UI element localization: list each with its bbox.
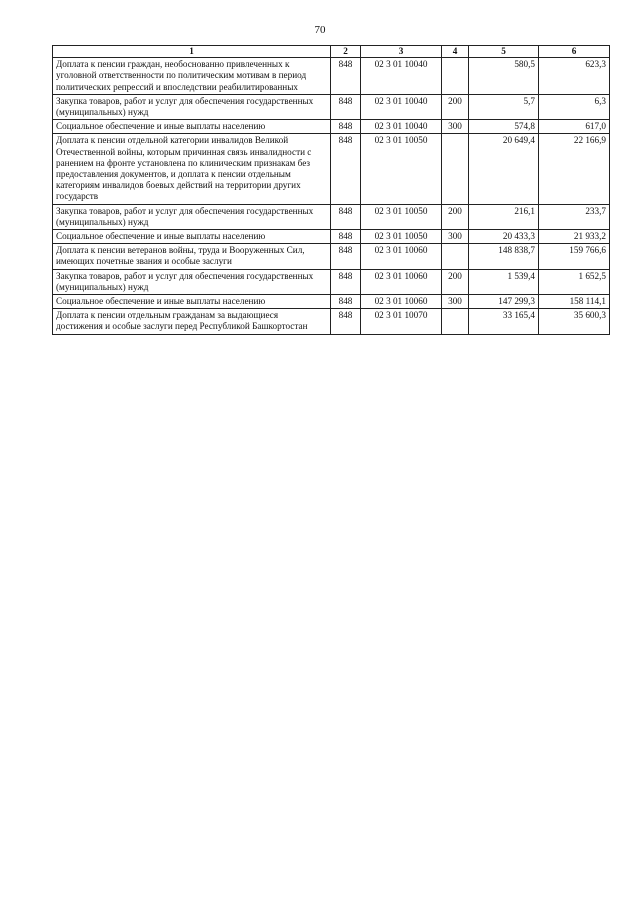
ministry-code-cell: 848	[331, 134, 361, 204]
ministry-code-cell: 848	[331, 204, 361, 229]
column-header: 6	[539, 46, 610, 58]
amount-year2-cell: 623,3	[539, 58, 610, 95]
amount-year2-cell: 35 600,3	[539, 309, 610, 334]
row-name-cell: Закупка товаров, работ и услуг для обеспечения государственных (муниципальных) нужд	[53, 269, 331, 294]
table-row	[53, 94, 610, 119]
amount-year1-cell: 148 838,7	[469, 244, 539, 269]
amount-year2-cell: 159 766,6	[539, 244, 610, 269]
amount-year2-cell: 1 652,5	[539, 269, 610, 294]
amount-year1-cell: 20 433,3	[469, 230, 539, 244]
ministry-code-cell: 848	[331, 230, 361, 244]
article-code-cell: 02 3 01 10050	[361, 204, 442, 229]
expense-type-cell	[442, 134, 469, 204]
amount-year2-cell: 22 166,9	[539, 134, 610, 204]
article-code-cell: 02 3 01 10060	[361, 269, 442, 294]
table-row	[53, 309, 610, 334]
article-code-cell: 02 3 01 10070	[361, 309, 442, 334]
expense-type-cell: 300	[442, 230, 469, 244]
amount-year1-cell: 574,8	[469, 120, 539, 134]
budget-table	[52, 45, 610, 335]
column-header: 5	[469, 46, 539, 58]
page-number: 70	[314, 24, 326, 36]
amount-year1-cell: 20 649,4	[469, 134, 539, 204]
article-code-cell: 02 3 01 10040	[361, 58, 442, 95]
amount-year1-cell: 216,1	[469, 204, 539, 229]
table-row	[53, 295, 610, 309]
article-code-cell: 02 3 01 10040	[361, 94, 442, 119]
amount-year1-cell: 1 539,4	[469, 269, 539, 294]
table-row	[53, 58, 610, 95]
row-name-cell: Доплата к пенсии отдельным гражданам за выдающиеся достижения и особые заслуги перед Республикой Башкортостан	[53, 309, 331, 334]
row-name-cell: Доплата к пенсии отдельной категории инвалидов Великой Отечественной войны, которым причинная связь инвалидности с ранением на фронте установлена по клиническим признакам без предоставления документов, и доплата к пенсии отдельным категориям инвалидов боевых действий на территории других государств	[53, 134, 331, 204]
table-row	[53, 204, 610, 229]
amount-year1-cell: 147 299,3	[469, 295, 539, 309]
article-code-cell: 02 3 01 10050	[361, 230, 442, 244]
expense-type-cell: 200	[442, 269, 469, 294]
ministry-code-cell: 848	[331, 120, 361, 134]
ministry-code-cell: 848	[331, 309, 361, 334]
expense-type-cell: 200	[442, 94, 469, 119]
column-header: 4	[442, 46, 469, 58]
row-name-cell: Доплата к пенсии граждан, необоснованно привлеченных к уголовной ответственности по политическим мотивам в период политических репрессий и впоследствии реабилитированных	[53, 58, 331, 95]
expense-type-cell: 300	[442, 295, 469, 309]
table-header-row	[53, 46, 610, 58]
ministry-code-cell: 848	[331, 244, 361, 269]
article-code-cell: 02 3 01 10060	[361, 244, 442, 269]
table-row	[53, 120, 610, 134]
ministry-code-cell: 848	[331, 269, 361, 294]
expense-type-cell: 200	[442, 204, 469, 229]
table-row	[53, 230, 610, 244]
article-code-cell: 02 3 01 10060	[361, 295, 442, 309]
table-row	[53, 269, 610, 294]
column-header: 2	[331, 46, 361, 58]
ministry-code-cell: 848	[331, 58, 361, 95]
column-header: 1	[53, 46, 331, 58]
table-row	[53, 244, 610, 269]
row-name-cell: Закупка товаров, работ и услуг для обеспечения государственных (муниципальных) нужд	[53, 94, 331, 119]
amount-year1-cell: 580,5	[469, 58, 539, 95]
amount-year2-cell: 21 933,2	[539, 230, 610, 244]
article-code-cell: 02 3 01 10040	[361, 120, 442, 134]
expense-type-cell: 300	[442, 120, 469, 134]
amount-year2-cell: 6,3	[539, 94, 610, 119]
expense-type-cell	[442, 58, 469, 95]
amount-year1-cell: 33 165,4	[469, 309, 539, 334]
column-header: 3	[361, 46, 442, 58]
row-name-cell: Закупка товаров, работ и услуг для обеспечения государственных (муниципальных) нужд	[53, 204, 331, 229]
amount-year2-cell: 233,7	[539, 204, 610, 229]
amount-year2-cell: 158 114,1	[539, 295, 610, 309]
ministry-code-cell: 848	[331, 295, 361, 309]
table-row	[53, 134, 610, 204]
ministry-code-cell: 848	[331, 94, 361, 119]
row-name-cell: Социальное обеспечение и иные выплаты населению	[53, 120, 331, 134]
amount-year1-cell: 5,7	[469, 94, 539, 119]
row-name-cell: Доплата к пенсии ветеранов войны, труда и Вооруженных Сил, имеющих почетные звания и особые заслуги	[53, 244, 331, 269]
expense-type-cell	[442, 309, 469, 334]
article-code-cell: 02 3 01 10050	[361, 134, 442, 204]
row-name-cell: Социальное обеспечение и иные выплаты населению	[53, 295, 331, 309]
row-name-cell: Социальное обеспечение и иные выплаты населению	[53, 230, 331, 244]
expense-type-cell	[442, 244, 469, 269]
amount-year2-cell: 617,0	[539, 120, 610, 134]
